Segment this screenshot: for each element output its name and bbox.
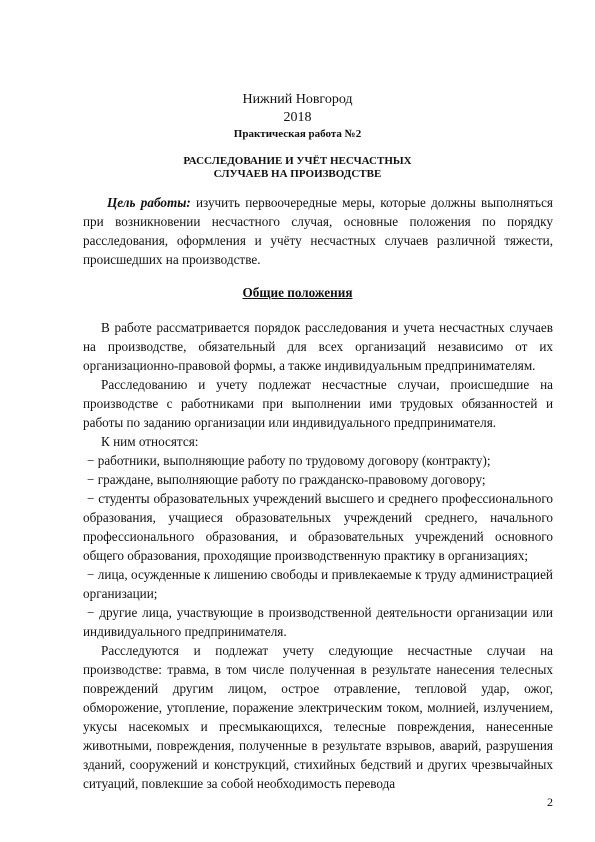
body-text [83,318,553,793]
goal-paragraph [83,193,553,269]
page-number: 2 [547,795,553,809]
city-line: Нижний Новгород [242,92,353,107]
goal-text: изучить первоочередные меры, которые должны выполняться при возникновении несчастного случая, основные положения по порядку расследования, оформления и учёту несчастных случаев различной тяжести, происшедших на производстве. [83,195,553,267]
list-item: − работники, выполняющие работу по трудовому договору (контракту); [87,453,491,468]
list-item: − другие лица, участвующие в производственной деятельности организации или индивидуального предпринимателя. [83,605,553,639]
document-title-line-1: РАССЛЕДОВАНИЕ И УЧЁТ НЕСЧАСТНЫХ [183,155,412,167]
paragraph: В работе рассматривается порядок расследования и учета несчастных случаев на производстве, обязательный для всех организаций независимо от их организационно-правовой формы, а также индивидуальным предпринимателям. [83,320,553,373]
document-title-line-2: СЛУЧАЕВ НА ПРОИЗВОДСТВЕ [213,168,382,180]
paragraph: К ним относятся: [101,434,199,449]
paragraph: Расследованию и учету подлежат несчастные случаи, происшедшие на производстве с работниками при выполнении ими трудовых обязанностей и работы по заданию организации или индивидуального предпринимателя. [83,377,553,430]
section-title: Общие положения [242,285,353,300]
work-title: Практическая работа №2 [233,128,362,140]
list-item: − студенты образовательных учреждений высшего и среднего профессионального образования, учащиеся образовательных учреждений среднего, начального профессионального образования, и образовательных учреждений основного общего образования, проходящие производственную практику в организациях; [83,491,553,563]
goal-label: Цель работы: [107,195,191,210]
list-item: − граждане, выполняющие работу по гражданско-правовому договору; [87,472,486,487]
list-item: − лица, осужденные к лишению свободы и привлекаемые к труду администрацией организации; [83,567,553,601]
year-line: 2018 [283,110,312,125]
paragraph: Расследуются и подлежат учету следующие несчастные случаи на производстве: травма, в том числе полученная в результате нанесения телесных повреждений другим лицом, острое отравление, тепловой удар, ожог, обморожение, утопление, поражение электрическим током, молнией, излучением, укусы насекомых и пресмыкающихся, телесные повреждения, нанесенные животными, повреждения, полученные в результате взрывов, аварий, разрушения зданий, сооружений и конструкций, стихийных бедствий и других чрезвычайных ситуаций, повлекшие за собой необходимость перевода [83,643,553,791]
